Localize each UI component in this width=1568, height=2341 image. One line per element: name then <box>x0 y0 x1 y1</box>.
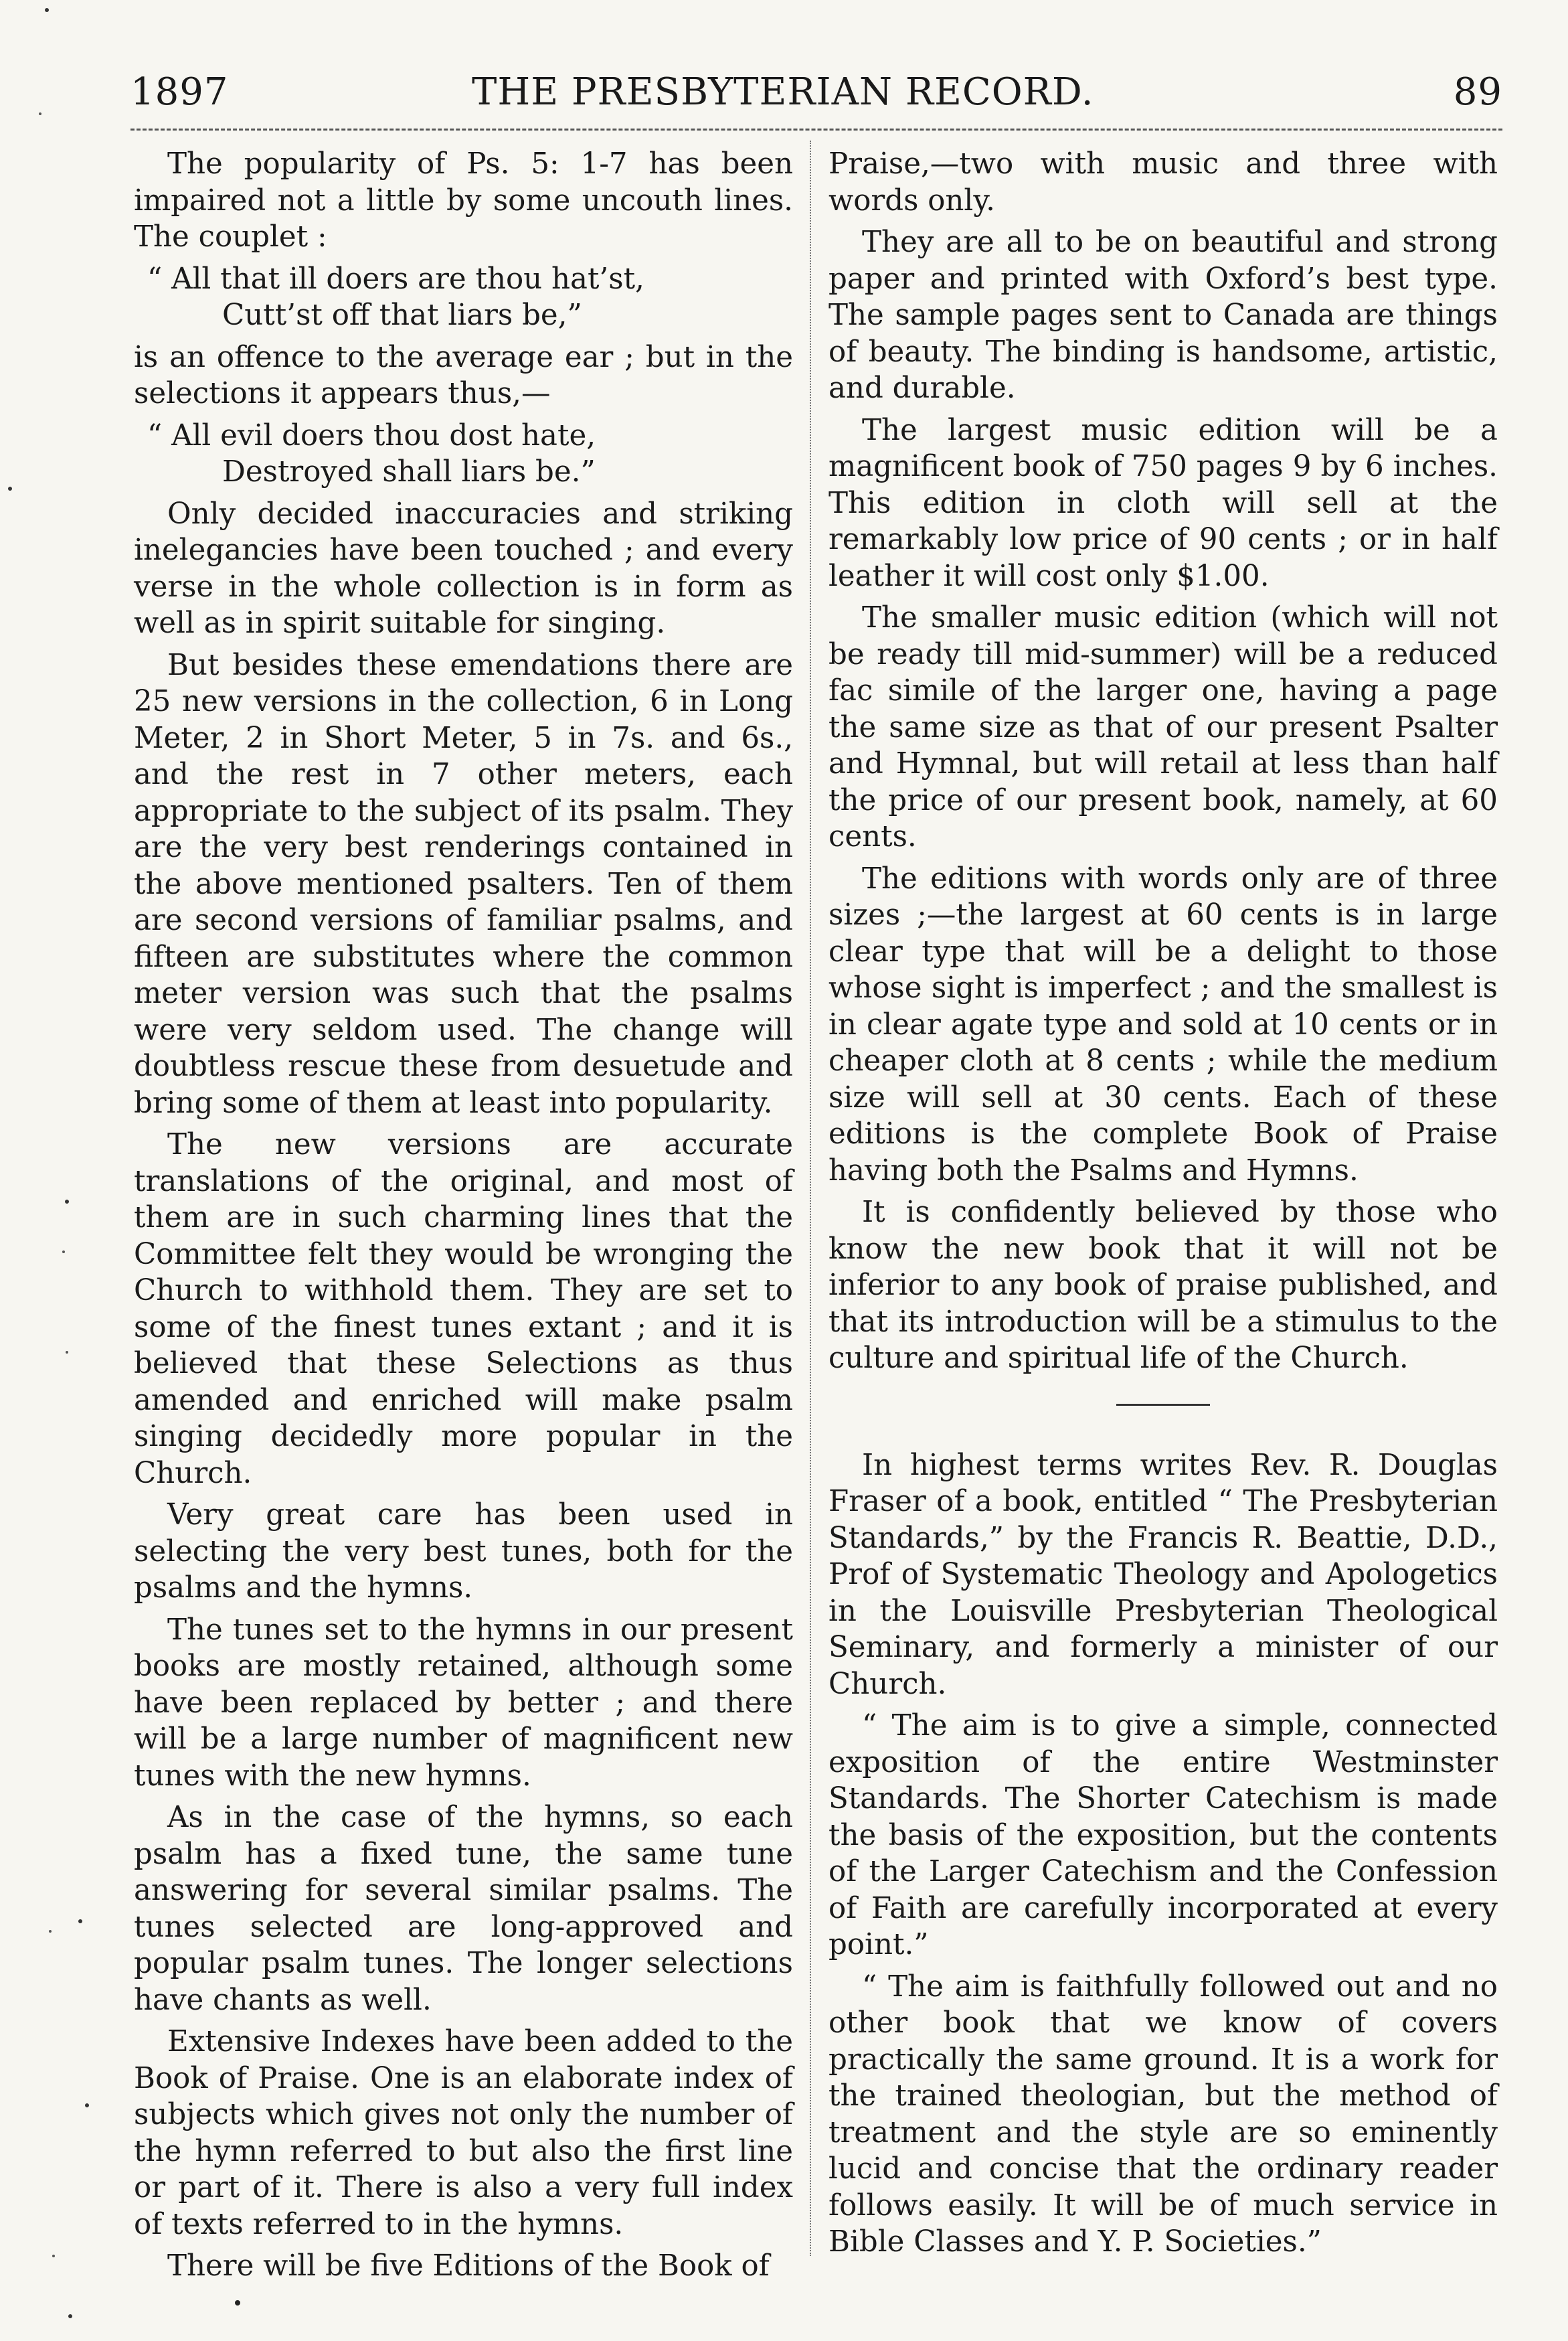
paragraph: As in the case of the hymns, so each psalm has a fixed tune, the same tune answering for several similar psalms. The tunes selected are long-approved and popular psalm tunes. The longer selections have chants as well. <box>134 1801 793 2017</box>
header-page-number: 89 <box>1453 70 1502 114</box>
paragraph: Very great care has been used in selecting the very best tunes, both for the psalms and the hymns. <box>134 1498 793 1605</box>
scan-speck <box>45 8 49 12</box>
paragraph: “ The aim is faithfully followed out and no other book that we know of covers practically the same ground. It is a work for the trained theologian, but the method of treatment and the style are so eminently lucid and concise that the ordinary reader follows easily. It will be of much service in Bible Classes and Y. P. Societies.” <box>829 1969 1498 2259</box>
paragraph: It is confidently believed by those who know the new book that it will not be inferior to any book of praise published, and that its introduction will be a stimulus to the culture and spiritual life of the Church. <box>829 1196 1498 1375</box>
scan-speck <box>235 2300 240 2306</box>
scan-speck <box>85 2103 89 2107</box>
paragraph: Praise,—two with music and three with words only. <box>829 147 1498 218</box>
paragraph: The largest music edition will be a magnificent book of 750 pages 9 by 6 inches. This edition in cloth will sell at the remarkably low price of 90 cents ; or in half leather it will cost only $1.00. <box>829 413 1498 593</box>
scan-speck <box>65 1200 69 1204</box>
scan-speck <box>68 2314 72 2318</box>
verse-line: Destroyed shall liars be.” <box>222 455 596 489</box>
scan-speck <box>62 1250 65 1253</box>
paragraph: They are all to be on beautiful and strong paper and printed with Oxford’s best type. The sample pages sent to Canada are things of beauty. The binding is handsome, artistic, and durable. <box>829 226 1498 405</box>
header-year: 1897 <box>130 70 229 114</box>
paragraph: The new versions are accurate translations of the original, and most of them are in such charming lines that the Committee felt they would be wronging the Church to withhold them. They are set to some of the finest tunes extant ; and it is believed that these Selections as thus amended and enriched will make psalm singing decidedly more popular in the Church. <box>134 1128 793 1490</box>
paragraph: But besides these emendations there are 25 new versions in the collection, 6 in Long Meter, 2 in Short Meter, 5 in 7s. and 6s., and the rest in 7 other meters, each appropriate to the subject of its psalm. They are the very best renderings contained in the above mentioned psalters. Ten of them are second versions of familiar psalms, and fifteen are substitutes where the common meter version was such that the psalms were very seldom used. The change will doubtless rescue these from desuetude and bring some of them at least into popularity. <box>134 648 793 1120</box>
paragraph: is an offence to the average ear ; but in the selections it appears thus,— <box>134 340 793 410</box>
scan-speck <box>66 1351 68 1354</box>
paragraph: Extensive Indexes have been added to the Book of Praise. One is an elaborate index of subjects which gives not only the number of the hymn referred to but also the first line or part of it. There is also a very full index of texts referred to in the hymns. <box>134 2025 793 2241</box>
paragraph: “ The aim is to give a simple, connected exposition of the entire Westminster Standards. The Shorter Catechism is made the basis of the exposition, but the contents of the Larger Catechism and the Confession of Faith are carefully incorporated at every point.” <box>829 1709 1498 1961</box>
verse-line: Cutt’st off that liars be,” <box>222 299 582 332</box>
scan-speck <box>52 2255 55 2257</box>
scan-speck <box>78 1919 82 1923</box>
verse-line: “ All evil doers thou dost hate, <box>147 418 596 453</box>
scan-speck <box>8 487 12 491</box>
paragraph: In highest terms writes Rev. R. Douglas Fraser of a book, entitled “ The Presbyterian Standards,” by the Francis R. Beattie, D.D., Prof of Systematic Theology and Apologetics in the Louisville Presbyterian Theological Seminary, and formerly a minister of our Church. <box>829 1448 1498 1701</box>
paragraph: The editions with words only are of three sizes ;—the largest at 60 cents is in large clear type that will be a delight to those whose sight is imperfect ; and the smallest is in clear agate type and sold at 10 cents or in cheaper cloth at 8 cents ; while the medium size will sell at 30 cents. Each of these editions is the complete Book of Praise having both the Psalms and Hymns. <box>829 862 1498 1188</box>
paragraph: The tunes set to the hymns in our present books are mostly retained, although some have been replaced by better ; and there will be a large number of magnificent new tunes with the new hymns. <box>134 1613 793 1793</box>
paragraph: The popularity of Ps. 5: 1-7 has been impaired not a little by some uncouth lines. The couplet : <box>134 147 793 254</box>
header-title: THE PRESBYTERIAN RECORD. <box>472 70 1094 114</box>
paragraph: Only decided inaccuracies and striking inelegancies have been touched ; and every verse in the whole collection is in form as well as in spirit suitable for singing. <box>134 497 793 640</box>
paragraph: The smaller music edition (which will not be ready till mid-summer) will be a reduced fac simile of the larger one, having a page the same size as that of our present Psalter and Hymnal, but will retail at less than half the price of our present book, namely, at 60 cents. <box>829 601 1498 854</box>
scan-speck <box>39 112 41 115</box>
verse-line: “ All that ill doers are thou hat’st, <box>147 262 644 296</box>
scan-speck <box>49 1930 52 1933</box>
paragraph: There will be five Editions of the Book of <box>167 2249 770 2283</box>
